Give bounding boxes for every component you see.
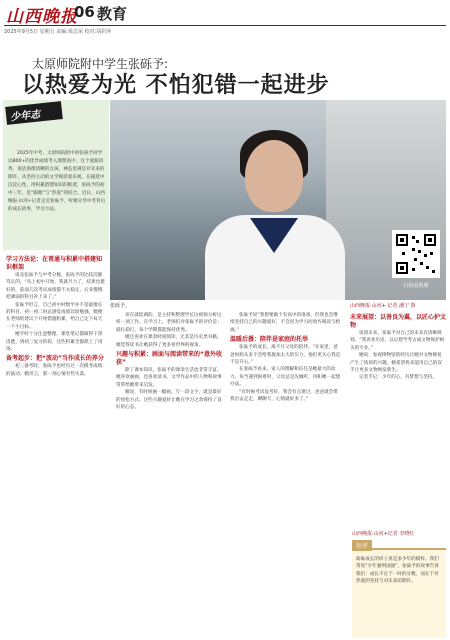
photo-credit: 山西晚报·山河+ 记者 潘宁 摄 (350, 303, 416, 309)
subhead-prep: 备考起步：把“波动”当作成长的养分 (6, 355, 104, 363)
paragraph: 在张砾予看来，家人的理解和信任是她最大的动力。每当遇到困难时，父母总是先倾听，再和她一起想办法。 (230, 367, 341, 388)
paragraph: 该在就低调的，是主持和整理学长这视频分析这样一项工作。在学习上，老师们对张砾予的评价是：稳扎稳打，每个学期都能保持优秀。 (116, 313, 222, 333)
paragraph: 她平时十分注意整理，课堂笔记都做得干净清楚。到初三复习阶段，这些积累全都派上了用场。 (6, 332, 103, 353)
qr-caption: 扫码看视频 (403, 283, 429, 289)
text-column-4 (350, 312, 446, 382)
commentary-text: 砺砾成长的样子真是多少年的模样。我们常说“少年强则国强”，张砾予的故事告诉我们：成长不在于一时的分数，而在于对热爱的坚持与对未来的期许。 (356, 557, 439, 585)
subhead-future: 未来展望：以善良为翼，以匠心护文物 (350, 314, 447, 329)
masthead (4, 2, 446, 26)
paragraph: 她说，参观博物馆的经历让她对文物修复产生了浓厚的兴趣，她希望将来能用自己的双手让更多文物焕发新生。 (350, 353, 442, 374)
paragraph: 张砾予坦言，自己初中时数学并不是最擅长的科目，初一初二时总感觉成绩比较勉强，她便在老师的建议下开始错题积累，给自己定下每天一个小目标。 (6, 302, 103, 330)
qr-code-icon[interactable] (392, 230, 440, 278)
dateline: 2025年9月5日 星期五 责编:梁志荣 校对:胡彩萍 (4, 29, 112, 35)
page-number: 06 (74, 3, 95, 21)
subhead-methods: 学习方法论：在普通与积累中搭建知识框架 (6, 256, 103, 271)
section-title: 教育 (97, 5, 128, 23)
lead-paragraph: 2025年中考，太原师院附中的张砾予同学以800+的优异成绩考入理想高中。这个爱跟清秀，说话条理清晰的女孩，神态里满是对未来的期许。从坚持主动的文学阅读爱乐观，在拖延中沉淀心性，用积累搭建知识的框架，张砾予的初中三年，是“跟跑”与“热爱”的结合。近日，山西晚报·山河+记者走近张砾予，听她分享中考背后的成长故事，学习方法。 (8, 151, 106, 212)
paragraph: 除了课本知识，张砾予的课余生活也非常丰富。她喜欢画画，也喜欢读书，文学作品中的人物和故事常常给她带来启发。 (116, 368, 222, 388)
paragraph: 她说，有时候画一幅画，写一段文字，就是最好的放松方式。这些兴趣爱好让她在学习之余保持了良好的心态。 (116, 390, 222, 411)
paragraph: 谈到未来，张砾予对自己的未来有清晰规划。“我喜欢历史，以后想学考古或文物保护相关的专业。” (350, 331, 445, 351)
photo-caption: 张砾予。 (110, 303, 131, 309)
text-column-2 (116, 312, 222, 411)
commentary-tag: 短评 (352, 540, 372, 551)
paragraph: 谈及张砾予与中考分数，张砾予的比较沉静笃定的。“从上初中开始，我就尽力了，结果也挺好的，前面几次考试成绩都不太稳定，后来慢慢把薄弱的科目补上来了。” (6, 273, 105, 301)
article-subtitle: 太原师院附中学生张砾予: (32, 57, 169, 71)
subhead-interests: 兴趣与积累：画面与阅读带来的“意外收获” (116, 351, 222, 367)
newspaper-logo: 山西晚报 (6, 7, 78, 27)
text-column-1 (6, 254, 106, 378)
photo-figure-face (245, 140, 303, 212)
column-badge: 少年志 (5, 101, 63, 125)
paragraph: “有时候考试没考好，我会有点难过，爸爸就会带我出去走走，聊聊天，心情就好多了。” (230, 389, 338, 403)
paragraph: 她还喜欢在课余时间阅读，尤其是历史类书籍，她觉得读书让她获得了更多看世界的视角。 (116, 335, 222, 348)
paragraph: 记者手记：少年的心，有梦想与坚持。 (359, 375, 438, 381)
paragraph: 张砾予说“我想要做个有高中的准备，但我也会继续坚持自己的兴趣爱好，不会因为学习而放弃阅读与绘画。” (230, 313, 341, 333)
article-headline: 以热爱为光 不怕犯错一起进步 (22, 73, 330, 98)
subhead-family: 温暖后援：陪伴是家庭的托举 (230, 336, 309, 344)
reporter-credit: 山西晚报·山河+记者 李晓红 (352, 531, 415, 537)
paragraph: 张砾予的成长，离不开父母的陪伴。“在家里，爸爸妈妈从来不会给我施加太大的压力，他们更关心我是不是开心。” (230, 345, 341, 366)
text-column-3 (230, 312, 342, 403)
paragraph: 初三备考时，张砾予也经历过一次模考成绩的波动。她坦言，那一刻心情有些失落。 (6, 364, 103, 377)
